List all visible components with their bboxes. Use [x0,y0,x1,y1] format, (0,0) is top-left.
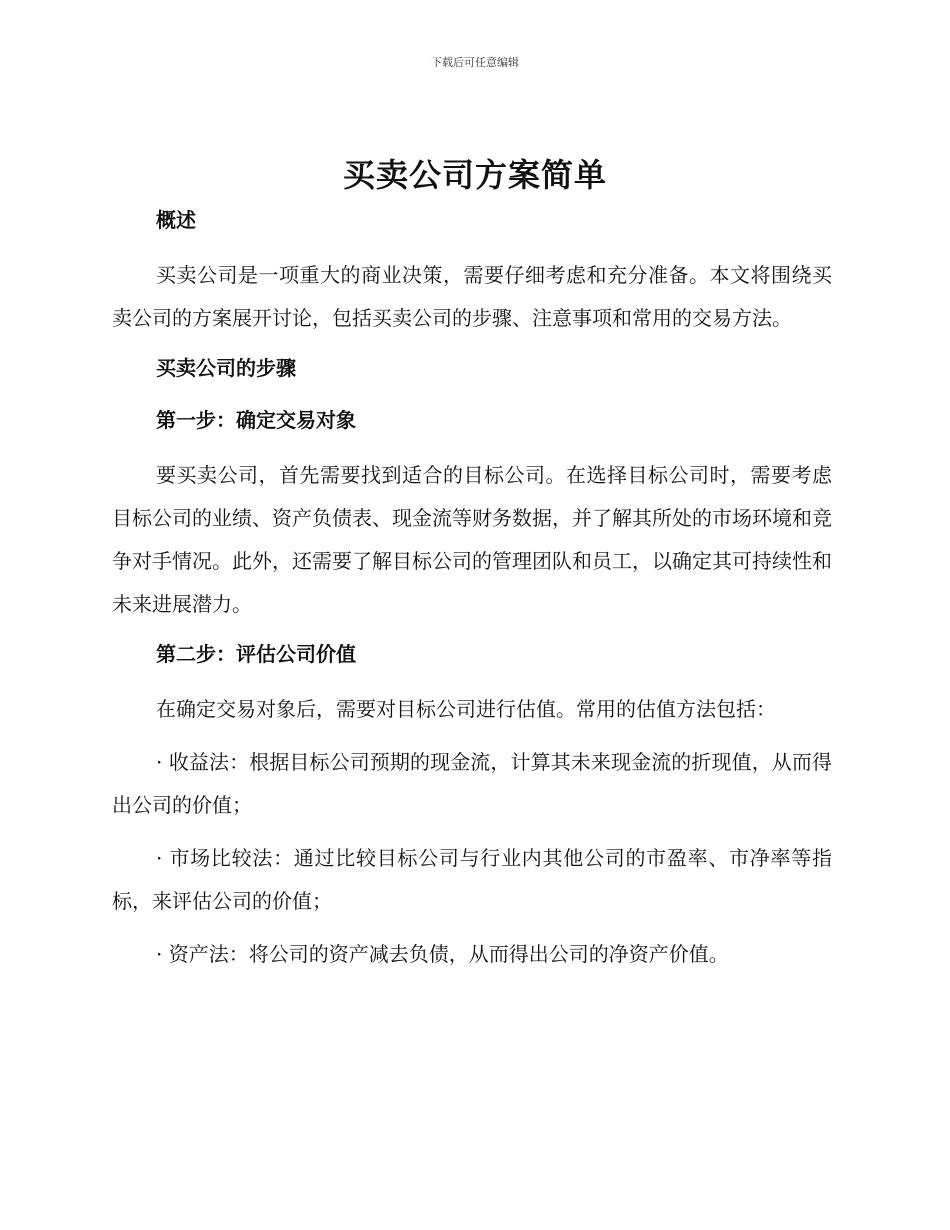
steps-heading: 买卖公司的步骤 [156,356,296,380]
valuation-method-item: · 资产法：将公司的资产减去负债，从而得出公司的净资产价值。 [156,942,729,966]
step2-heading: 第二步：评估公司价值 [156,642,356,666]
valuation-method-item: · 收益法：根据目标公司预期的现金流，计算其未来现金流的折现值，从而得出公司的价值； [112,750,832,817]
document-title: 买卖公司方案简单 [342,156,607,194]
valuation-method-item: · 市场比较法：通过比较目标公司与行业内其他公司的市盈率、市净率等指标，来评估公司的价值； [112,846,832,913]
step1-paragraph: 要买卖公司，首先需要找到适合的目标公司。在选择目标公司时，需要考虑目标公司的业绩、资产负债表、现金流等财务数据，并了解其所处的市场环境和竞争对手情况。此外，还需要了解目标公司的管理团队和员工，以确定其可持续性和未来进展潜力。 [112,463,832,616]
step1-heading: 第一步：确定交易对象 [156,408,356,432]
step2-paragraph: 在确定交易对象后，需要对目标公司进行估值。常用的估值方法包括： [156,697,776,721]
page-header-note: 下载后可任意编辑 [431,56,519,69]
overview-paragraph: 买卖公司是一项重大的商业决策，需要仔细考虑和充分准备。本文将围绕买卖公司的方案展开讨论，包括买卖公司的步骤、注意事项和常用的交易方法。 [112,263,832,330]
document-body [112,202,832,986]
overview-heading: 概述 [156,208,196,232]
